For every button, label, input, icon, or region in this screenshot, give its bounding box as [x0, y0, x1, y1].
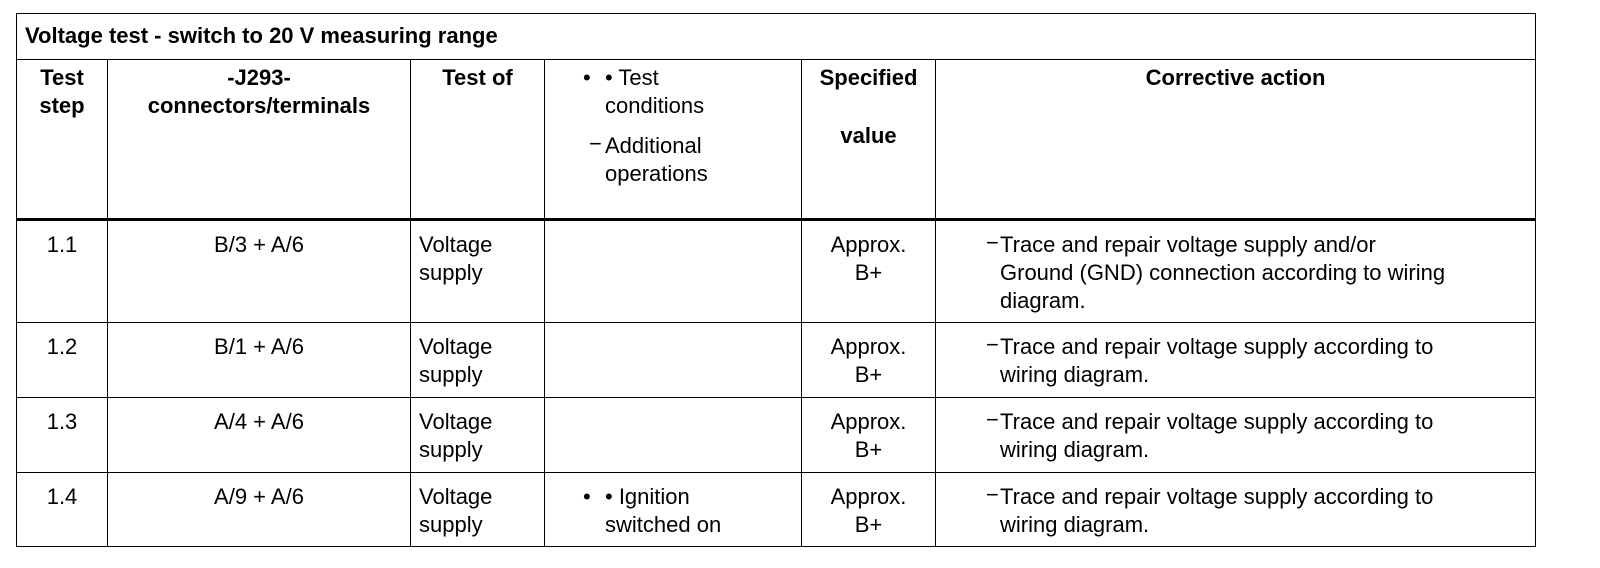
connectors-cell: B/1 + A/6	[108, 323, 411, 398]
header-conditions-bullet	[545, 64, 801, 120]
bullet-icon: •	[583, 484, 591, 509]
header-specified-line1: Specified	[819, 65, 918, 90]
header-operations-line2: operations	[605, 161, 708, 186]
table-row	[17, 398, 1536, 473]
action-item	[986, 483, 1535, 539]
spec-line1: Approx.	[830, 334, 907, 359]
test-of-cell	[411, 398, 545, 473]
test-of-line1: Voltage	[419, 232, 493, 257]
header-specified-line2: value	[840, 123, 897, 148]
test-of-line1: Voltage	[419, 484, 493, 509]
voltage-test-table	[16, 13, 1536, 547]
dash-icon: −	[986, 230, 999, 255]
test-of-line2: supply	[419, 362, 483, 387]
connectors-cell: A/4 + A/6	[108, 398, 411, 473]
table-title-row	[17, 14, 1536, 60]
action-cell	[936, 473, 1536, 547]
spec-line2: B+	[854, 260, 883, 285]
header-connectors-line2: connectors/terminals	[147, 93, 371, 118]
header-operations-line1: Additional	[605, 133, 702, 158]
header-test-step-line1: Test	[40, 65, 84, 90]
action-item	[986, 333, 1535, 389]
condition-cell	[545, 398, 802, 473]
connectors-cell: B/3 + A/6	[108, 220, 411, 323]
action-line1: Trace and repair voltage supply according to	[1000, 484, 1434, 509]
spec-cell	[802, 220, 936, 323]
action-cell	[936, 323, 1536, 398]
header-test-step	[17, 60, 108, 220]
step-cell: 1.1	[17, 220, 108, 323]
spec-cell	[802, 473, 936, 547]
spec-line1: Approx.	[830, 232, 907, 257]
step-cell: 1.4	[17, 473, 108, 547]
dash-icon: −	[589, 131, 602, 156]
spec-line1: Approx.	[830, 484, 907, 509]
action-line2: Ground (GND) connection according to wiring	[1000, 260, 1446, 285]
action-line1: Trace and repair voltage supply according to	[1000, 334, 1434, 359]
action-line2: wiring diagram.	[1000, 362, 1150, 387]
step-cell: 1.2	[17, 323, 108, 398]
header-conditions-line2: conditions	[605, 93, 705, 118]
test-of-line2: supply	[419, 260, 483, 285]
header-test-of: Test of	[411, 60, 545, 220]
condition-cell	[545, 473, 802, 547]
bullet-icon: •	[583, 65, 591, 90]
test-table-container	[16, 13, 1536, 547]
header-conditions	[545, 60, 802, 220]
header-connectors-line1: -J293-	[227, 65, 291, 90]
header-corrective-action: Corrective action	[936, 60, 1536, 220]
header-conditions-line1: • Test	[605, 65, 659, 90]
test-of-cell	[411, 323, 545, 398]
condition-cell	[545, 323, 802, 398]
action-line1: Trace and repair voltage supply according to	[1000, 409, 1434, 434]
table-row	[17, 220, 1536, 323]
header-row	[17, 60, 1536, 220]
spec-cell	[802, 398, 936, 473]
test-of-line1: Voltage	[419, 334, 493, 359]
table-row	[17, 473, 1536, 547]
condition-line2: switched on	[605, 512, 722, 537]
action-cell	[936, 398, 1536, 473]
header-specified-value	[802, 60, 936, 220]
connectors-cell: A/9 + A/6	[108, 473, 411, 547]
spec-cell	[802, 323, 936, 398]
condition-item	[545, 483, 801, 539]
test-of-cell	[411, 220, 545, 323]
condition-line1: • Ignition	[605, 484, 690, 509]
spec-line2: B+	[854, 512, 883, 537]
action-cell	[936, 220, 1536, 323]
dash-icon: −	[986, 332, 999, 357]
dash-icon: −	[986, 407, 999, 432]
table-row	[17, 323, 1536, 398]
header-operations-dash	[545, 132, 801, 188]
table-title: Voltage test - switch to 20 V measuring range	[17, 14, 1536, 60]
action-line1: Trace and repair voltage supply and/or	[1000, 232, 1376, 257]
step-cell: 1.3	[17, 398, 108, 473]
action-item	[986, 231, 1535, 315]
header-test-step-line2: step	[39, 93, 85, 118]
spec-line2: B+	[854, 362, 883, 387]
test-of-line2: supply	[419, 512, 483, 537]
action-item	[986, 408, 1535, 464]
action-line2: wiring diagram.	[1000, 512, 1150, 537]
test-of-line1: Voltage	[419, 409, 493, 434]
spec-line1: Approx.	[830, 409, 907, 434]
test-of-line2: supply	[419, 437, 483, 462]
action-line2: wiring diagram.	[1000, 437, 1150, 462]
spec-line2: B+	[854, 437, 883, 462]
header-connectors	[108, 60, 411, 220]
test-of-cell	[411, 473, 545, 547]
action-line3: diagram.	[1000, 288, 1086, 313]
dash-icon: −	[986, 482, 999, 507]
condition-cell	[545, 220, 802, 323]
